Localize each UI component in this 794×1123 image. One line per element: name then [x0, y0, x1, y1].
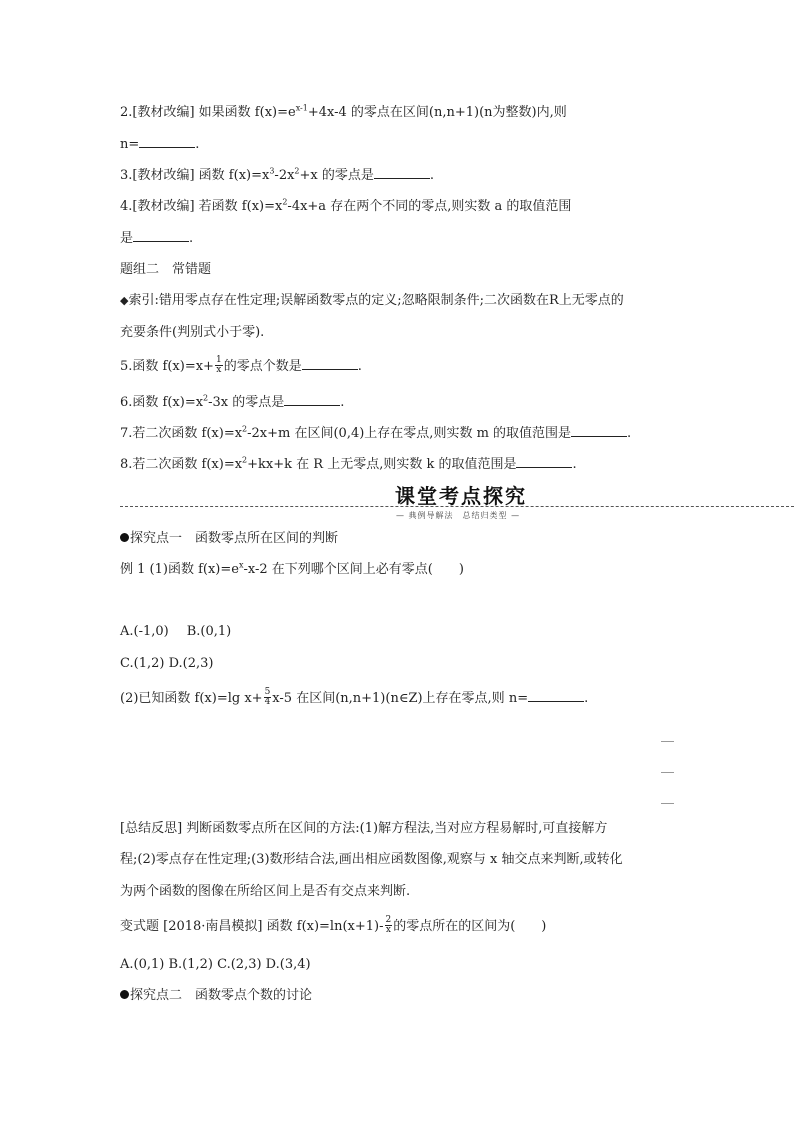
variant-problem: 变式题 [2018·南昌模拟] 函数 f(x)=ln(x+1)- $\frac{2}{x}$ 的零点所在的区间为( )	[120, 915, 547, 935]
example-1-options-cd[interactable]: C.(1,2) D.(2,3)	[120, 656, 214, 671]
problem-7: 7.若二次函数 $f(x)=x^2-2x+m$ 在区间(0,4)上存在零点,则实数 m 的取值范围是 .	[120, 424, 632, 441]
margin-dash	[661, 803, 674, 804]
fraction: $\frac{5}{4}$	[264, 687, 271, 707]
variant-options[interactable]: A.(0,1) B.(1,2) C.(2,3) D.(3,4)	[120, 957, 311, 972]
section-title: 课堂考点探究	[395, 484, 527, 508]
summary-line2: 程;(2)零点存在性定理;(3)数形结合法,画出相应函数图像,观察与 x 轴交点来判断,或转化	[120, 852, 623, 867]
answer-blank[interactable]	[302, 357, 358, 370]
explore-point-1-title: 探究点一 函数零点所在区间的判断	[120, 529, 338, 549]
problem-3: 3.[教材改编] 函数 $f(x)=x^3-2x^2+x$ 的零点是 .	[120, 166, 435, 183]
index-note-line2: 充要条件(判别式小于零).	[120, 325, 265, 340]
answer-blank[interactable]	[139, 135, 195, 148]
index-note-line1: ◆索引:错用零点存在性定理;误解函数零点的定义;忽略限制条件;二次函数在R上无零点的	[120, 291, 624, 311]
option-a[interactable]: A.(-1,0)	[120, 624, 169, 639]
problem-5: 5.函数 f(x)=x+ $\frac{1}{x}$ 的零点个数是 .	[120, 355, 362, 375]
margin-dash	[661, 741, 674, 742]
example-1-options-ab	[120, 622, 231, 642]
problem-4-line1: 4.[教材改编] 若函数 $f(x)=x^2-4x+a$ 存在两个不同的零点,则实数 a 的取值范围	[120, 197, 572, 214]
answer-blank[interactable]	[516, 455, 572, 468]
fraction: $\frac{2}{x}$	[385, 915, 392, 935]
example-1-part-1: 例 1 (1)函数 $f(x)=e^x-x-2$ 在下列哪个区间上必有零点( )	[120, 560, 464, 577]
answer-blank[interactable]	[284, 393, 340, 406]
summary-line1: [总结反思] 判断函数零点所在区间的方法:(1)解方程法,当对应方程易解时,可直接解方	[120, 821, 608, 836]
answer-blank[interactable]	[133, 229, 189, 242]
answer-blank[interactable]	[571, 424, 627, 437]
answer-blank[interactable]	[528, 689, 584, 702]
explore-point-2-title: 探究点二 函数零点个数的讨论	[120, 986, 312, 1006]
problem-2-line2: n= .	[120, 137, 200, 152]
problem-2-line1: 2.[教材改编] 如果函数 $f(x)=e^{x-1}+4x-4$ 的零点在区间(n,n+1)(n为整数)内,则	[120, 103, 567, 120]
group-2-title: 题组二 常错题	[120, 262, 212, 277]
summary-line3: 为两个函数的图像在所给区间上是否有交点来判断.	[120, 884, 411, 899]
circle-bullet-icon	[120, 990, 129, 999]
section-divider	[120, 506, 794, 507]
problem-4-line2: 是 .	[120, 231, 194, 246]
problem-6: 6.函数 $f(x)=x^2-3x$ 的零点是 .	[120, 393, 345, 410]
circle-bullet-icon	[120, 533, 129, 542]
fraction: $\frac{1}{x}$	[215, 355, 222, 375]
example-1-part-2: (2)已知函数 f(x)=lg x+ $\frac{5}{4}$ x-5 在区间(n,n+1)(n∈Z)上存在零点,则 n= .	[120, 687, 589, 707]
problem-8: 8.若二次函数 $f(x)=x^2+kx+k$ 在 R 上无零点,则实数 k 的取值范围是 .	[120, 455, 577, 472]
diamond-bullet-icon: ◆	[120, 294, 129, 307]
option-b[interactable]: B.(0,1)	[186, 624, 232, 639]
margin-dash	[661, 772, 674, 773]
section-subtitle: — 典例导解法 总结归类型 —	[396, 511, 521, 520]
answer-blank[interactable]	[374, 166, 430, 179]
